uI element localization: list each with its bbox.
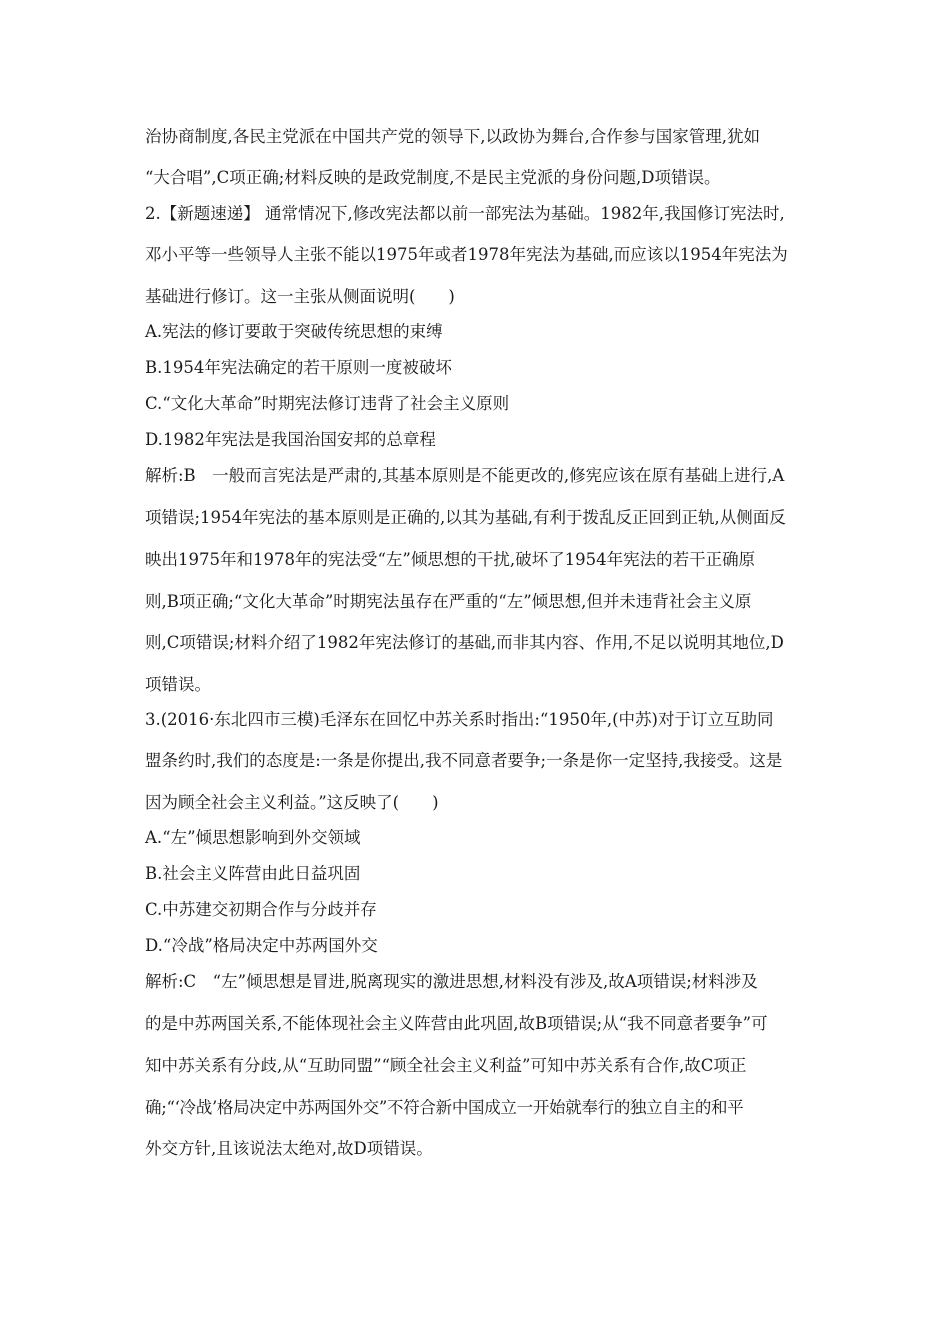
option-a: A.“左”倾思想影响到外交领域 [145,828,361,847]
intro-line: “大合唱”,C项正确;材料反映的是政党制度,不是民主党派的身份问题,D项错误。 [145,168,721,187]
option-b: B.社会主义阵营由此日益巩固 [145,864,361,883]
option-d: D.“冷战”格局决定中苏两国外交 [145,936,378,955]
question-2-stem: 基础进行修订。这一主张从侧面说明( ) [145,287,455,306]
option-b: B.1954年宪法确定的若干原则一度被破坏 [145,358,452,377]
analysis-line: 项错误;1954年宪法的基本原则是正确的,以其为基础,有利于拨乱反正回到正轨,从侧面反 [145,508,786,527]
question-3-stem: 因为顾全社会主义利益。”这反映了( ) [145,793,439,812]
option-c: C.“文化大革命”时期宪法修订违背了社会主义原则 [145,394,510,413]
option-d: D.1982年宪法是我国治国安邦的总章程 [145,430,436,449]
analysis-line: 项错误。 [145,675,211,694]
question-3-stem: 3.(2016·东北四市三模)毛泽东在回忆中苏关系时指出:“1950年,(中苏)对于订立互助同 [145,710,774,729]
analysis-line: 解析:C “左”倾思想是冒进,脱离现实的激进思想,材料没有涉及,故A项错误;材料涉及 [145,972,758,991]
analysis-line: 则,C项错误;材料介绍了1982年宪法修订的基础,而非其内容、作用,不足以说明其地位,D [145,633,784,652]
analysis-line: 则,B项正确;“文化大革命”时期宪法虽存在严重的“左”倾思想,但并未违背社会主义原 [145,592,752,611]
question-2-stem: 邓小平等一些领导人主张不能以1975年或者1978年宪法为基础,而应该以1954年宪法为 [145,245,788,264]
option-c: C.中苏建交初期合作与分歧并存 [145,900,377,919]
intro-line: 治协商制度,各民主党派在中国共产党的领导下,以政协为舞台,合作参与国家管理,犹如 [145,127,760,146]
analysis-line: 确;“‘冷战’格局决定中苏两国外交”不符合新中国成立一开始就奉行的独立自主的和平 [145,1098,744,1117]
analysis-line: 外交方针,且该说法太绝对,故D项错误。 [145,1139,433,1158]
question-2-stem: 2.【新题速递】 通常情况下,修改宪法都以前一部宪法为基础。1982年,我国修订宪法时, [145,204,785,223]
analysis-line: 解析:B 一般而言宪法是严肃的,其基本原则是不能更改的,修宪应该在原有基础上进行,A [145,466,785,485]
analysis-line: 映出1975年和1978年的宪法受“左”倾思想的干扰,破坏了1954年宪法的若干正确原 [145,550,756,569]
question-3-stem: 盟条约时,我们的态度是:一条是你提出,我不同意者要争;一条是你一定坚持,我接受。这是 [145,751,783,770]
option-a: A.宪法的修订要敢于突破传统思想的束缚 [145,322,443,341]
analysis-line: 的是中苏两国关系,不能体现社会主义阵营由此巩固,故B项错误;从“我不同意者要争”可 [145,1014,768,1033]
analysis-line: 知中苏关系有分歧,从“互助同盟”“顾全社会主义利益”可知中苏关系有合作,故C项正 [145,1056,747,1075]
